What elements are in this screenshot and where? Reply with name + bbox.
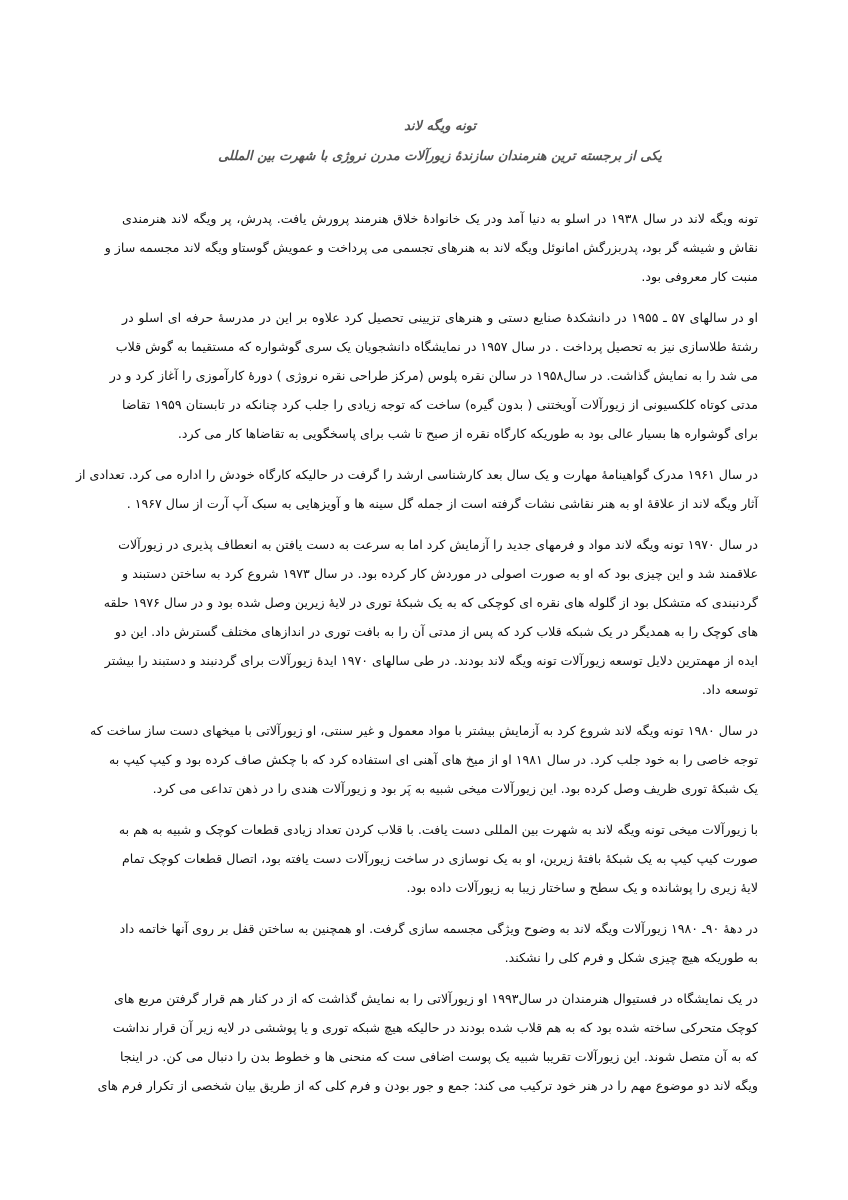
paragraph-line: در سال ۱۹۸۰ تونه ویگه لاند شروع کرد به آزمایش بیشتر با مواد معمول و غیر سنتی، او زیورآلاتی با میخهای دست ساز ساخت که	[90, 723, 758, 738]
paragraph-line: نقاش و شیشه گر بود، پدربزرگش امانوئل ویگه لاند به هنرهای تجسمی می پرداخت و عمویش گوستاو ویگه لاند مجسمه ساز و	[104, 240, 758, 255]
paragraph	[104, 204, 758, 291]
paragraph	[109, 303, 759, 448]
paragraph-line: آثار ویگه لاند از علاقهٔ او به هنر نقاشی نشات گرفته است از جمله گل سینه ها و آویزهایی به سبک آپ آرت از سال ۱۹۶۷ .	[126, 496, 758, 511]
paragraph-line: که به آن متصل شوند. این زیورآلات تقریبا شبیه یک پوست اضافی ست که منحنی ها و خطوط بدن را دنبال می کن. در اینجا	[119, 1049, 758, 1064]
paragraph-line: علاقمند شد و این چیزی بود که او به صورت اصولی در موردش کار کرده بود. در سال ۱۹۷۳ شروع کرد به ساختن دستبند و	[122, 566, 758, 581]
paragraph-line: مدتی کوتاه کلکسیونی از زیورآلات آویختنی ( بدون گیره) ساخت که توجه زیادی را جلب کرد چنانکه در تابستان ۱۹۵۹ تقاضا	[122, 397, 759, 412]
paragraph-line: در سال ۱۹۶۱ مدرک گواهینامهٔ مهارت و یک سال بعد کارشناسی ارشد را گرفت در حالیکه کارگاه خودش را اداره می کرد. تعدادی از	[75, 467, 758, 482]
paragraph-line: منبت کار معروفی بود.	[641, 269, 758, 284]
paragraph-line: ویگه لاند دو موضوع مهم را در هنر خود ترکیب می کند: جمع و جور بودن و فرم کلی که از طریق بیان شخصی از تکرار فرم های	[97, 1078, 758, 1093]
paragraph-line: گردنبندی که متشکل بود از گلوله های نقره ای کوچکی که به یک شبکهٔ توری در لایهٔ زیرین وصل شده بود و در سال ۱۹۷۶ حلقه	[103, 595, 758, 610]
paragraph	[90, 716, 758, 803]
paragraph-line: رشتهٔ طلاسازی نیز به تحصیل پرداخت . در سال ۱۹۵۷ در نمایشگاه دانشجویان یک سری گوشواره که مستقیما به گوش قلاب	[115, 339, 758, 354]
paragraph-line: می شد را به نمایش گذاشت. در سال۱۹۵۸ در سالن نقره پلوس (مرکز طراحی نقره نروژی ) دورهٔ کارآموزی را آغاز کرد و در	[109, 368, 758, 383]
paragraph-line: توجه خاصی را به خود جلب کرد. در سال ۱۹۸۱ او از میخ های آهنی ای استفاده کرد که با چکش صاف کرده بود و کیپ کیپ به	[108, 752, 758, 767]
document-subtitle: یکی از برجسته ترین هنرمندان سازندهٔ زیورآلات مدرن نروژی با شهرت بین المللی	[218, 149, 662, 164]
paragraph	[97, 984, 758, 1100]
document-title: تونه ویگه لاند	[404, 119, 476, 134]
paragraph-line: توسعه داد.	[701, 682, 758, 697]
paragraph-line: تونه ویگه لاند در سال ۱۹۳۸ در اسلو به دنیا آمد ودر یک خانوادهٔ خلاق هنرمند پرورش یافت. پدرش، پر ویگه لاند هنرمندی	[122, 211, 758, 226]
paragraph	[118, 815, 758, 902]
paragraph-line: با زیورآلات میخی تونه ویگه لاند به شهرت بین المللی دست یافت. با قلاب کردن تعداد زیادی قطعات کوچک و شبیه به هم به	[118, 822, 758, 837]
paragraph	[119, 914, 758, 972]
document-body	[75, 204, 759, 1100]
paragraph-line: کوچک متحرکی ساخته شده بود که به هم قلاب شده بودند در حالیکه هیچ شبکه توری و یا پوششی در لایه زیر آن قرار نداشت	[112, 1020, 758, 1035]
paragraph-line: یک شبکهٔ توری ظریف وصل کرده بود. این زیورآلات میخی شبیه به پَر بود و زیورآلات هندی را در ذهن تداعی می کرد.	[152, 781, 758, 796]
paragraph-line: در دههٔ ۹۰ـ ۱۹۸۰ زیورآلات ویگه لاند به وضوح ویژگی مجسمه سازی گرفت. او همچنین به ساختن قفل بر روی آنها خاتمه داد	[119, 921, 758, 936]
paragraph-line: ایده از مهمترین دلایل توسعه زیورآلات تونه ویگه لاند بودند. در طی سالهای ۱۹۷۰ ایدهٔ زیورآلات برای گردنبند و دستبند را بیشتر	[104, 653, 758, 668]
paragraph	[75, 460, 758, 518]
paragraph-line: در سال ۱۹۷۰ تونه ویگه لاند مواد و فرمهای جدید را آزمایش کرد اما به سرعت به دست یافتن به انعطاف پذیری در زیورآلات	[118, 537, 758, 552]
paragraph-line: های کوچک را به همدیگر در یک شبکه قلاب کرد که پس از مدتی آن را به بافت توری در اندازهای مختلف گسترش داد. این دو	[114, 624, 758, 639]
document-page	[75, 112, 759, 1112]
paragraph-line: برای گوشواره ها بسیار عالی بود به طوریکه کارگاه نقره از صبح تا شب برای پاسخگویی به تقاضاها کار می کرد.	[177, 426, 758, 441]
paragraph	[103, 530, 758, 704]
paragraph-line: در یک نمایشگاه در فستیوال هنرمندان در سال۱۹۹۳ او زیورآلاتی را به نمایش گذاشت که از در کنار هم قرار گرفتن مربع های	[114, 991, 758, 1006]
paragraph-line: صورت کیپ کیپ به یک شبکهٔ بافتهٔ زیرین، او به یک نوسازی در ساخت زیورآلات دست یافته بود، اتصال قطعات کوچک تمام	[122, 851, 758, 866]
paragraph-line: به طوریکه هیچ چیزی شکل و فرم کلی را نشکند.	[504, 950, 758, 965]
paragraph-line: لایهٔ زیری را پوشانده و یک سطح و ساختار زیبا به زیورآلات داده بود.	[406, 880, 758, 895]
paragraph-line: او در سالهای ۵۷ ـ ۱۹۵۵ در دانشکدهٔ صنایع دستی و هنرهای تزیینی تحصیل کرد علاوه بر این در مدرسهٔ حرفه ای اسلو در	[122, 310, 758, 325]
